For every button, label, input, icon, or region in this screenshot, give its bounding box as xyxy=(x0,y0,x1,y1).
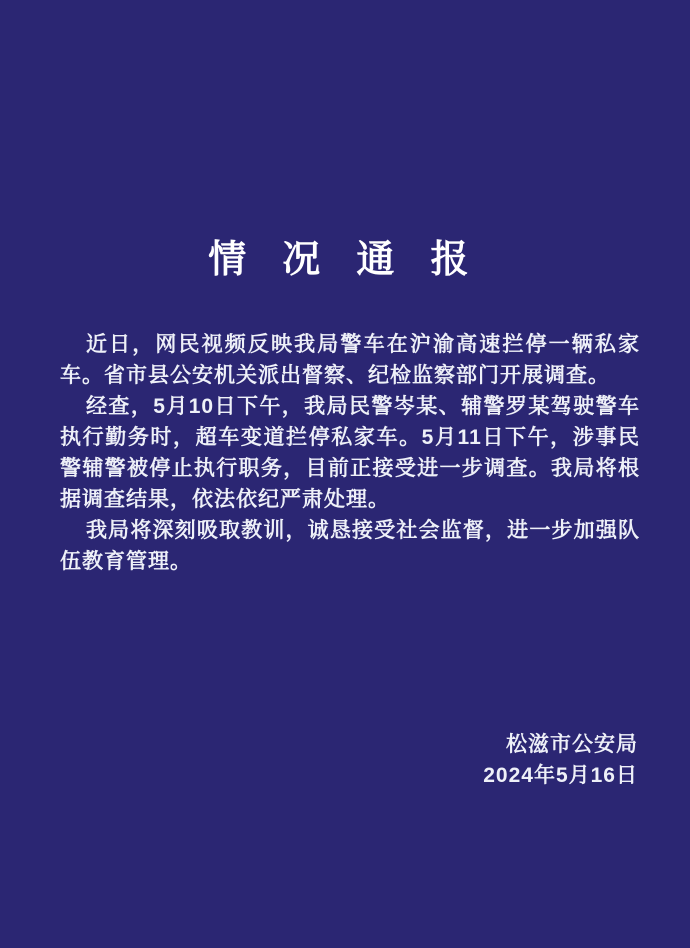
notice-body xyxy=(60,329,640,577)
notice-title: 情 况 通 报 xyxy=(208,239,482,281)
notice-paragraph-3: 我局将深刻吸取教训，诚恳接受社会监督，进一步加强队伍教育管理。 xyxy=(60,519,640,573)
signature-issuer: 松滋市公安局 xyxy=(506,733,638,756)
notice-signature xyxy=(60,729,638,791)
signature-date: 2024年5月16日 xyxy=(483,764,638,787)
notice-paragraph-2: 经查，5月10日下午，我局民警岑某、辅警罗某驾驶警车执行勤务时，超车变道拦停私家车。5月11日下午，涉事民警辅警被停止执行职务，目前正接受进一步调查。我局将根据调查结果，依法依纪严肃处理。 xyxy=(60,395,640,511)
notice-paragraph-1: 近日，网民视频反映我局警车在沪渝高速拦停一辆私家车。省市县公安机关派出督察、纪检监察部门开展调查。 xyxy=(60,333,640,387)
